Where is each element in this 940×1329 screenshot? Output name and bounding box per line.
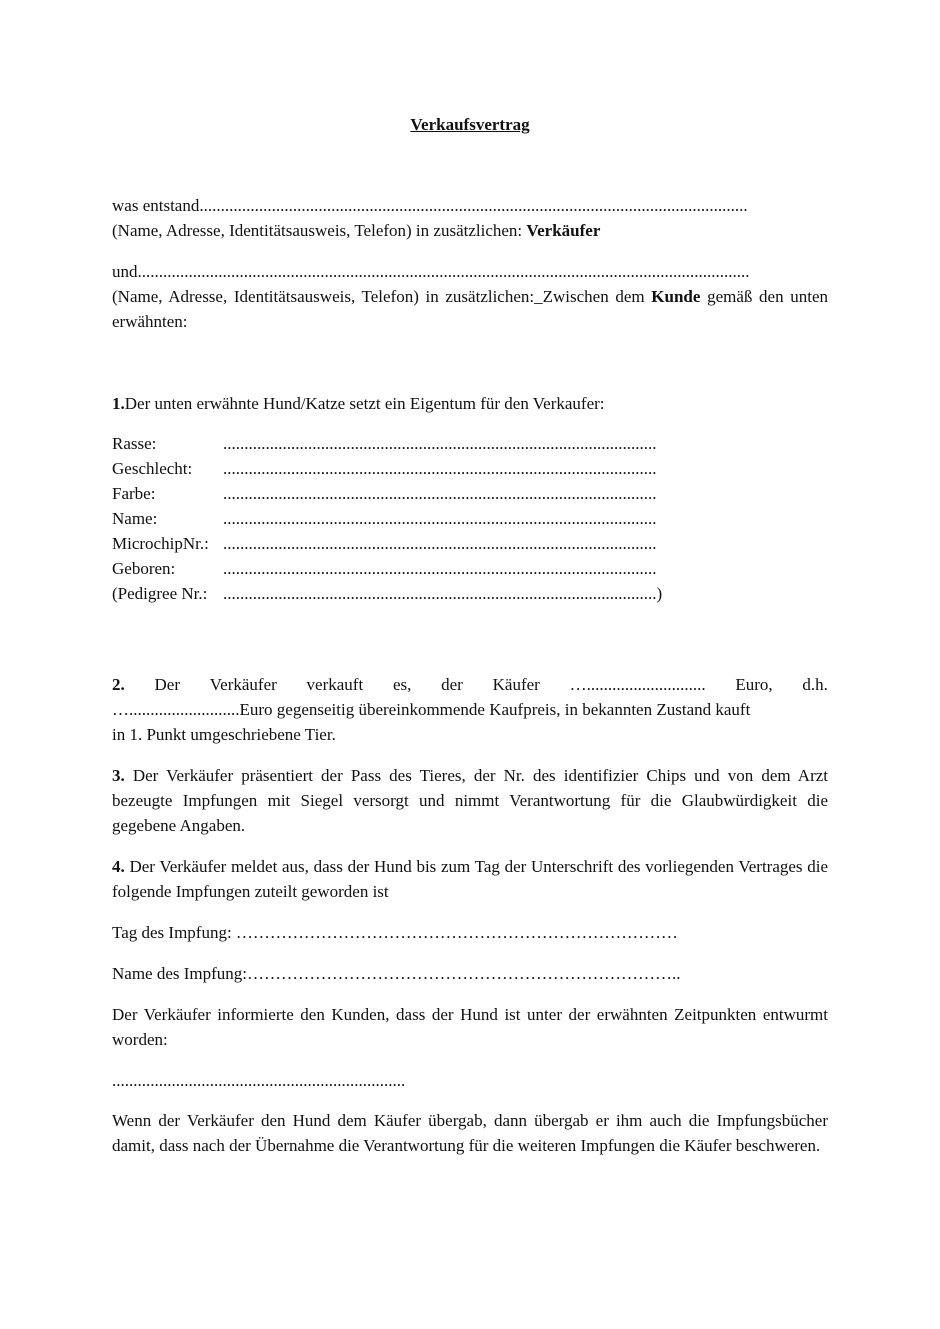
- section-2-word: d.h.: [802, 675, 828, 694]
- buyer-role-label: Kunde: [651, 287, 701, 306]
- section-2-number: 2.: [112, 675, 125, 694]
- deworming-paragraph: Der Verkäufer informierte den Kunden, dass der Hund ist unter der erwähnten Zeitpunkten entwurmt worden:: [112, 1005, 828, 1049]
- section-3-paragraph: [112, 763, 828, 838]
- field-label: Rasse:: [112, 434, 157, 453]
- field-blank: ......................................................................................................: [223, 434, 657, 453]
- field-row-sex: [112, 456, 828, 481]
- field-blank: ......................................................................................................: [223, 484, 657, 503]
- field-label: Geboren:: [112, 559, 176, 578]
- field-label: Farbe:: [112, 484, 156, 503]
- seller-description: [112, 218, 828, 243]
- section-2-word: der: [441, 675, 463, 694]
- section-4-number: 4.: [112, 857, 125, 876]
- seller-role-label: Verkäufer: [526, 221, 601, 240]
- section-2-word: verkauft: [306, 675, 364, 694]
- field-label: Geschlecht:: [112, 459, 193, 478]
- field-row-born: [112, 556, 828, 581]
- section-4-paragraph: [112, 854, 828, 904]
- section-2-line-1: [112, 672, 828, 697]
- section-3-number: 3.: [112, 766, 125, 785]
- section-2-word: es,: [392, 675, 412, 694]
- section-2-line-3: in 1. Punkt umgeschriebene Tier.: [112, 725, 336, 744]
- field-row-pedigree: [112, 581, 828, 606]
- field-row-name: [112, 506, 828, 531]
- section-1-heading: [112, 391, 828, 416]
- buyer-description-suffix: gemäß den unten erwähnten:: [112, 287, 828, 331]
- field-row-microchip: [112, 531, 828, 556]
- section-1-number: 1.: [112, 394, 125, 413]
- section-3-text: Der Verkäufer präsentiert der Pass des Tieres, der Nr. des identifizier Chips und von dem Arzt bezeugte Impfungen mit Siegel versorgt und nimmt Verantwortung für die Glaubwürdigkeit die gegebene Angaben.: [112, 766, 828, 835]
- animal-fields: [112, 431, 828, 606]
- field-blank: ......................................................................................................: [223, 459, 657, 478]
- section-2-word: Verkäufer: [209, 675, 277, 694]
- section-2-word: Der: [154, 675, 180, 694]
- field-blank: ......................................................................................................: [223, 534, 657, 553]
- field-label: Name:: [112, 509, 158, 528]
- buyer-description: [112, 284, 828, 334]
- field-label: MicrochipNr.:: [112, 534, 209, 553]
- field-blank: ......................................................................................................): [223, 584, 663, 603]
- field-blank: ......................................................................................................: [223, 559, 657, 578]
- handover-paragraph: Wenn der Verkäufer den Hund dem Käufer übergab, dann übergab er ihm auch die Impfungsbücher damit, dass nach der Übernahme die Verantwortung für die weiteren Impfungen die Käufer beschweren.: [112, 1111, 828, 1155]
- section-2-word: Käufer: [492, 675, 540, 694]
- field-blank: ......................................................................................................: [223, 509, 657, 528]
- field-label: (Pedigree Nr.:: [112, 584, 208, 603]
- buyer-description-text: (Name, Adresse, Identitätsausweis, Telefon) in zusätzlichen:_Zwischen dem: [112, 287, 652, 306]
- section-1-text: Der unten erwähnte Hund/Katze setzt ein Eigentum für den Verkaufer:: [124, 394, 605, 413]
- seller-blank-line: was entstand.................................................................................................................................: [112, 196, 748, 215]
- section-2-line-2: …..........................Euro gegenseitig übereinkommende Kaufpreis, in bekannten Zustand kauft: [112, 700, 751, 719]
- document-title: Verkaufsvertrag: [410, 115, 530, 134]
- buyer-blank-line: und................................................................................................................................................: [112, 262, 750, 281]
- vaccination-day-line: Tag des Impfung: ……………………………………………………………………: [112, 923, 678, 942]
- seller-description-text: (Name, Adresse, Identitätsausweis, Telefon) in zusätzlichen:: [112, 221, 527, 240]
- field-row-breed: [112, 431, 828, 456]
- section-4-text: Der Verkäufer meldet aus, dass der Hund bis zum Tag der Unterschrift des vorliegenden Vertrages die folgende Impfungen zuteilt geworden ist: [112, 857, 828, 901]
- section-2-word: Euro,: [735, 675, 773, 694]
- vaccination-name-line: Name des Impfung:…………………………………………………………………..: [112, 964, 681, 983]
- deworming-blank-line: .....................................................................: [112, 1071, 406, 1090]
- section-2-price-blank: …............................: [569, 675, 706, 694]
- field-row-color: [112, 481, 828, 506]
